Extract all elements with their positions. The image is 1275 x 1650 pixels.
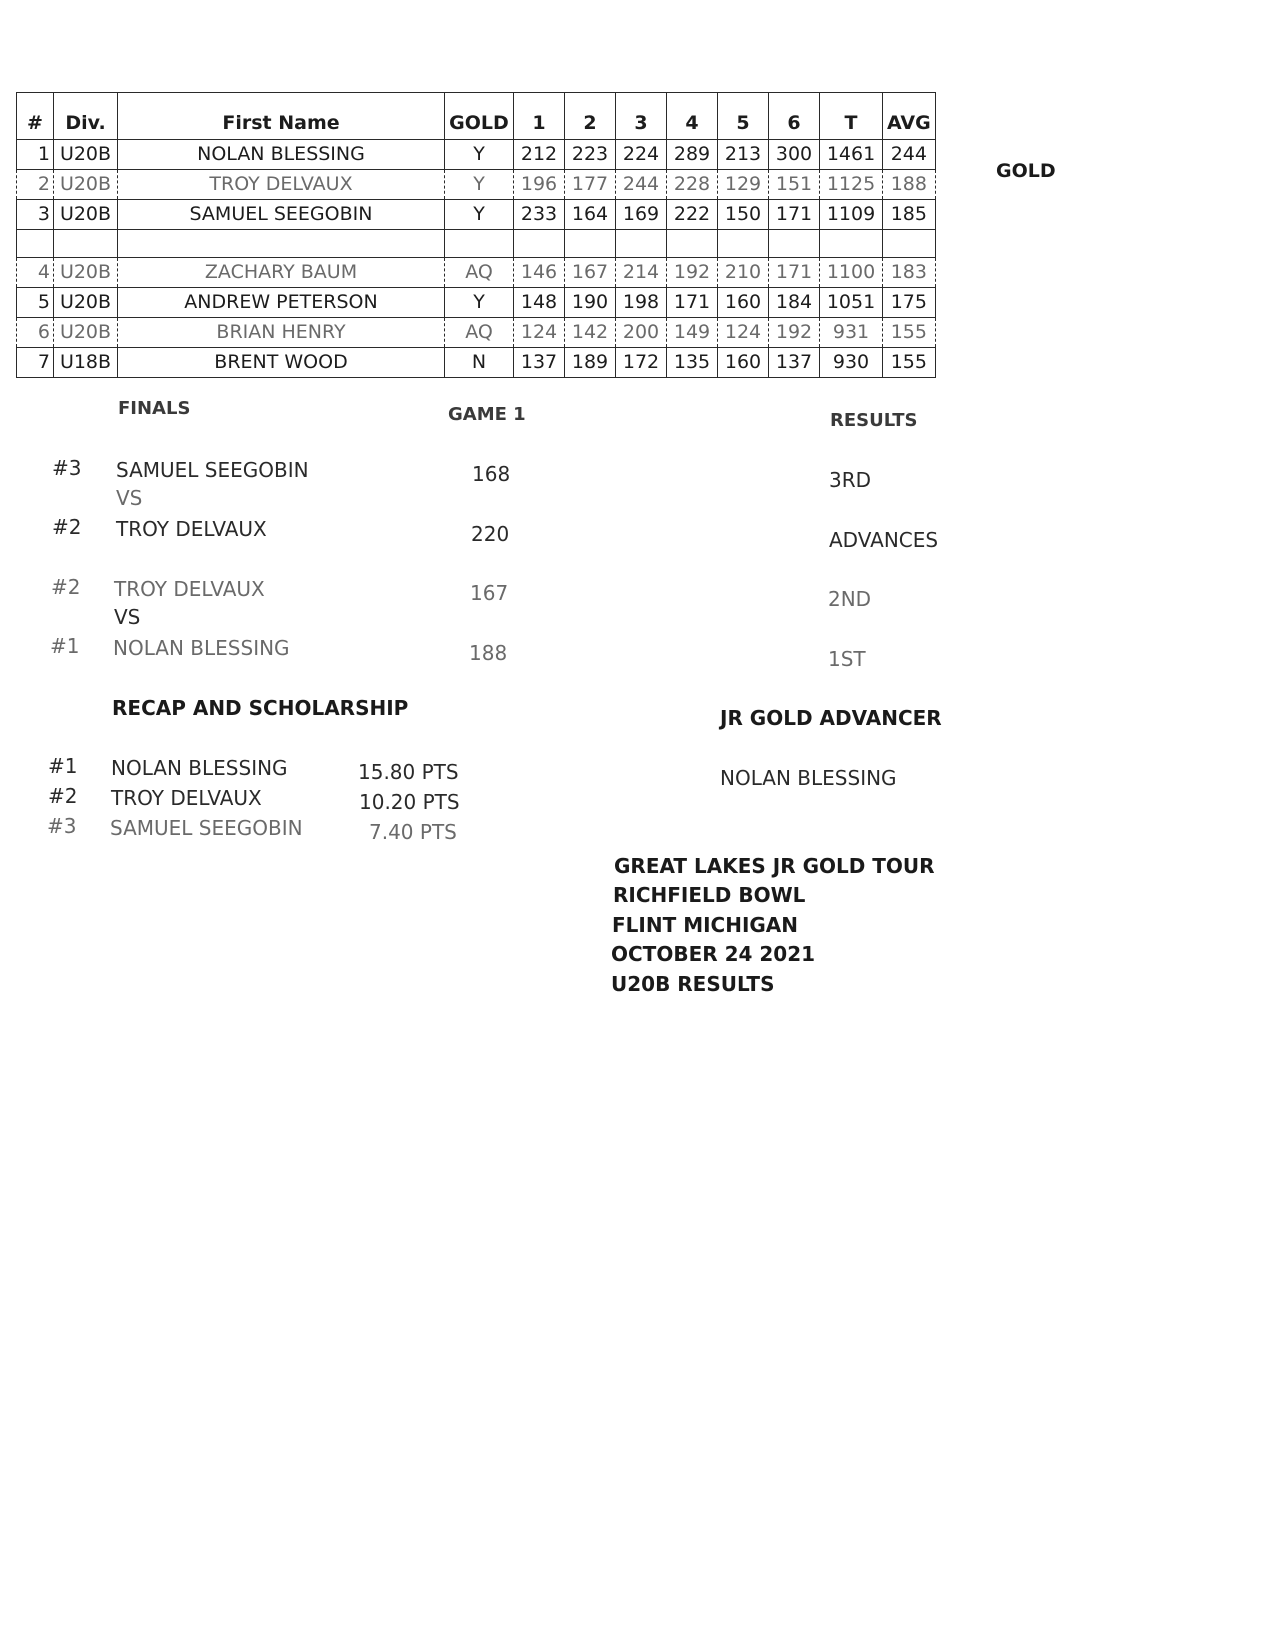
recap-name: TROY DELVAUX — [111, 786, 262, 810]
scores-table — [16, 92, 936, 378]
col-header-game1: 1 — [514, 93, 565, 140]
cell-game1: 124 — [514, 318, 565, 348]
finals-seed: #3 — [52, 456, 82, 480]
cell-div: U20B — [54, 170, 118, 200]
cell-div: U18B — [54, 348, 118, 378]
cell-gold: AQ — [445, 258, 514, 288]
cell-game1: 137 — [514, 348, 565, 378]
cell-game5: 210 — [718, 258, 769, 288]
cell-gold: Y — [445, 200, 514, 230]
cell-rank: 4 — [17, 258, 54, 288]
cell-name: SAMUEL SEEGOBIN — [118, 200, 445, 230]
cell-game5: 129 — [718, 170, 769, 200]
cell-name: ANDREW PETERSON — [118, 288, 445, 318]
cell-game3: 198 — [616, 288, 667, 318]
finals-name: TROY DELVAUX — [114, 577, 265, 601]
cell-total: 1100 — [820, 258, 883, 288]
finals-name: NOLAN BLESSING — [113, 636, 290, 660]
cell-div: U20B — [54, 200, 118, 230]
col-header-game4: 4 — [667, 93, 718, 140]
cell-gold: N — [445, 348, 514, 378]
table-row — [17, 288, 936, 318]
cell-game2: 223 — [565, 140, 616, 170]
cell-game2: 164 — [565, 200, 616, 230]
recap-rank: #3 — [47, 814, 77, 838]
recap-points: 15.80 PTS — [358, 760, 459, 784]
game1-header: GAME 1 — [448, 404, 526, 425]
cell-game2: 190 — [565, 288, 616, 318]
cell-game1: 148 — [514, 288, 565, 318]
cell-game6: 192 — [769, 318, 820, 348]
recap-header: RECAP AND SCHOLARSHIP — [112, 696, 409, 720]
finals-result: ADVANCES — [829, 528, 939, 552]
event-line-venue: RICHFIELD BOWL — [613, 883, 806, 907]
table-row — [17, 170, 936, 200]
cell-game4: 149 — [667, 318, 718, 348]
finals-score: 168 — [472, 462, 511, 486]
table-row — [17, 258, 936, 288]
table-row — [17, 318, 936, 348]
finals-name: SAMUEL SEEGOBIN — [116, 458, 309, 482]
finals-seed: #2 — [52, 515, 82, 539]
cell-game6: 171 — [769, 258, 820, 288]
cell-game5: 150 — [718, 200, 769, 230]
cell-game3: 244 — [616, 170, 667, 200]
col-header-name: First Name — [118, 93, 445, 140]
cell-game2: 142 — [565, 318, 616, 348]
col-header-game3: 3 — [616, 93, 667, 140]
table-row-blank — [17, 230, 936, 258]
cell-game1: 233 — [514, 200, 565, 230]
cell-game5: 124 — [718, 318, 769, 348]
cell-game6: 137 — [769, 348, 820, 378]
cell-game3: 169 — [616, 200, 667, 230]
cell-div: U20B — [54, 318, 118, 348]
cell-avg: 244 — [883, 140, 936, 170]
cell-game5: 160 — [718, 348, 769, 378]
cell-game2: 177 — [565, 170, 616, 200]
cell-total: 1109 — [820, 200, 883, 230]
cell-avg: 155 — [883, 348, 936, 378]
event-line-division: U20B RESULTS — [611, 972, 775, 996]
advancer-name: NOLAN BLESSING — [720, 766, 897, 790]
cell-game3: 224 — [616, 140, 667, 170]
results-header: RESULTS — [830, 410, 918, 431]
cell-gold: Y — [445, 170, 514, 200]
cell-game4: 228 — [667, 170, 718, 200]
cell-game4: 171 — [667, 288, 718, 318]
cell-game4: 135 — [667, 348, 718, 378]
event-line-location: FLINT MICHIGAN — [612, 913, 799, 937]
cell-game4: 192 — [667, 258, 718, 288]
finals-vs: VS — [116, 486, 143, 510]
cell-rank: 1 — [17, 140, 54, 170]
cell-rank: 7 — [17, 348, 54, 378]
cell-name: TROY DELVAUX — [118, 170, 445, 200]
cell-avg: 185 — [883, 200, 936, 230]
col-header-game5: 5 — [718, 93, 769, 140]
cell-avg: 155 — [883, 318, 936, 348]
col-header-avg: AVG — [883, 93, 936, 140]
cell-gold: Y — [445, 288, 514, 318]
cell-game3: 200 — [616, 318, 667, 348]
recap-rank: #2 — [48, 784, 78, 808]
col-header-total: T — [820, 93, 883, 140]
event-line-tour: GREAT LAKES JR GOLD TOUR — [614, 854, 935, 878]
cell-div: U20B — [54, 288, 118, 318]
finals-score: 188 — [469, 641, 508, 665]
cell-game2: 189 — [565, 348, 616, 378]
finals-score: 220 — [471, 522, 510, 546]
event-line-date: OCTOBER 24 2021 — [611, 942, 816, 966]
cell-name: BRENT WOOD — [118, 348, 445, 378]
finals-result: 1ST — [828, 647, 866, 671]
table-header-row — [17, 93, 936, 140]
finals-name: TROY DELVAUX — [116, 517, 267, 541]
cell-rank: 6 — [17, 318, 54, 348]
cell-total: 1125 — [820, 170, 883, 200]
table-row — [17, 348, 936, 378]
cell-rank: 5 — [17, 288, 54, 318]
cell-game6: 171 — [769, 200, 820, 230]
recap-name: SAMUEL SEEGOBIN — [110, 816, 303, 840]
cell-total: 1461 — [820, 140, 883, 170]
cell-game6: 151 — [769, 170, 820, 200]
col-header-gold: GOLD — [445, 93, 514, 140]
table-row — [17, 200, 936, 230]
cell-rank: 3 — [17, 200, 54, 230]
finals-score: 167 — [470, 581, 509, 605]
cell-game3: 214 — [616, 258, 667, 288]
col-header-game2: 2 — [565, 93, 616, 140]
cell-name: ZACHARY BAUM — [118, 258, 445, 288]
cell-avg: 188 — [883, 170, 936, 200]
finals-header: FINALS — [118, 398, 191, 419]
cell-game2: 167 — [565, 258, 616, 288]
cell-div: U20B — [54, 140, 118, 170]
cell-avg: 175 — [883, 288, 936, 318]
gold-tag: GOLD — [996, 160, 1056, 182]
recap-points: 10.20 PTS — [359, 790, 460, 814]
finals-result: 2ND — [828, 587, 872, 611]
recap-points: 7.40 PTS — [369, 820, 457, 844]
table-row — [17, 140, 936, 170]
cell-gold: Y — [445, 140, 514, 170]
finals-seed: #2 — [51, 575, 81, 599]
recap-rank: #1 — [48, 754, 78, 778]
col-header-div: Div. — [54, 93, 118, 140]
cell-game6: 184 — [769, 288, 820, 318]
finals-vs: VS — [114, 605, 141, 629]
recap-name: NOLAN BLESSING — [111, 756, 288, 780]
cell-avg: 183 — [883, 258, 936, 288]
finals-result: 3RD — [829, 468, 872, 492]
cell-game1: 196 — [514, 170, 565, 200]
col-header-rank: # — [17, 93, 54, 140]
cell-game5: 160 — [718, 288, 769, 318]
cell-game6: 300 — [769, 140, 820, 170]
cell-total: 931 — [820, 318, 883, 348]
cell-total: 930 — [820, 348, 883, 378]
cell-game3: 172 — [616, 348, 667, 378]
cell-game4: 222 — [667, 200, 718, 230]
cell-rank: 2 — [17, 170, 54, 200]
cell-game4: 289 — [667, 140, 718, 170]
finals-seed: #1 — [50, 634, 80, 658]
col-header-game6: 6 — [769, 93, 820, 140]
cell-gold: AQ — [445, 318, 514, 348]
cell-game1: 212 — [514, 140, 565, 170]
cell-game5: 213 — [718, 140, 769, 170]
cell-total: 1051 — [820, 288, 883, 318]
cell-game1: 146 — [514, 258, 565, 288]
cell-div: U20B — [54, 258, 118, 288]
advancer-header: JR GOLD ADVANCER — [720, 706, 942, 730]
cell-name: BRIAN HENRY — [118, 318, 445, 348]
cell-name: NOLAN BLESSING — [118, 140, 445, 170]
